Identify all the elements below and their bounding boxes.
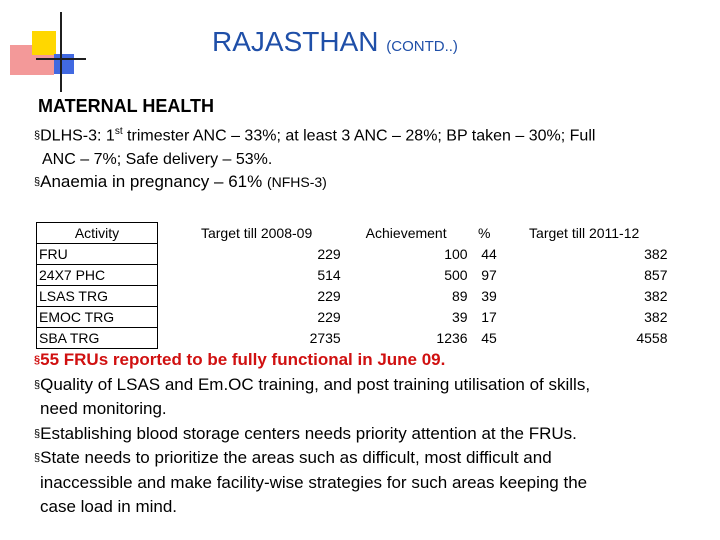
- list-item: §State needs to prioritize the areas such as difficult, most difficult and: [34, 448, 552, 467]
- logo-yellow-square: [32, 31, 56, 55]
- header-target-2011: Target till 2011-12: [529, 224, 640, 241]
- logo-blue-square: [54, 54, 74, 74]
- list-item-continuation: case load in mind.: [40, 497, 178, 516]
- list-item-continuation: need monitoring.: [40, 399, 167, 418]
- bullet-icon: §: [34, 176, 41, 188]
- dlhs-line1: trimester ANC – 33%; at least 3 ANC – 28%; BP taken – 30%; Full: [122, 127, 596, 145]
- table-row: LSAS TRG 229 89 39 382: [37, 286, 670, 307]
- logo-vertical-line: [60, 12, 62, 92]
- bullet-icon: §: [34, 427, 41, 440]
- table-row: 24X7 PHC 514 500 97 857: [37, 265, 670, 286]
- table-row: EMOC TRG 229 39 17 382: [37, 307, 670, 328]
- key-points-list: [34, 348, 702, 520]
- maternal-health-table: [36, 222, 670, 349]
- title-main: RAJASTHAN: [212, 26, 379, 57]
- anaemia-bullet: [34, 170, 327, 194]
- bullet-icon: §: [34, 354, 41, 366]
- list-item: §55 FRUs reported to be fully functional in June 09.: [34, 350, 446, 369]
- table-header-row: [37, 223, 670, 244]
- header-activity: Activity: [37, 223, 158, 244]
- slide-title: [212, 26, 458, 58]
- header-percent: %: [477, 224, 491, 241]
- list-item: §Establishing blood storage centers needs priority attention at the FRUs.: [34, 423, 577, 443]
- title-suffix: (CONTD..): [386, 38, 458, 55]
- anaemia-note: (NFHS-3): [266, 174, 327, 190]
- dlhs-sup: st: [114, 126, 123, 137]
- section-heading: MATERNAL HEALTH: [38, 96, 214, 116]
- dlhs-prefix: DLHS-3: 1: [40, 127, 115, 145]
- dlhs-line2: ANC – 7%; Safe delivery – 53%.: [42, 151, 273, 169]
- header-target-2008: Target till 2008-09: [200, 224, 313, 241]
- anaemia-main: Anaemia in pregnancy – 61%: [40, 172, 267, 191]
- list-item: §Quality of LSAS and Em.OC training, and post training utilisation of skills,: [34, 374, 591, 394]
- table-row: SBA TRG 2735 1236 45 4558: [37, 328, 670, 349]
- header-achievement: Achievement: [365, 224, 447, 241]
- logo-horizontal-line: [36, 58, 86, 60]
- bullet-icon: §: [34, 129, 41, 142]
- list-item-continuation: inaccessible and make facility-wise strategies for such areas keeping the: [40, 472, 588, 492]
- bullet-icon: §: [34, 378, 41, 391]
- bullet-icon: §: [34, 452, 41, 464]
- table-row: FRU 229 100 44 382: [37, 244, 670, 265]
- dlhs-bullet: [34, 120, 694, 172]
